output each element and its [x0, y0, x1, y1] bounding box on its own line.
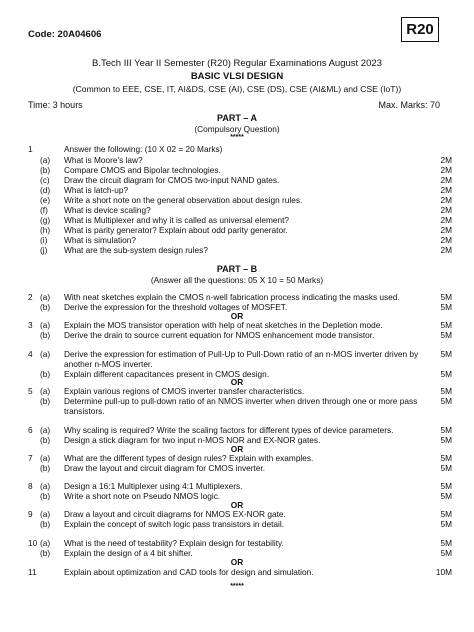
question-number: 6 [28, 425, 33, 435]
question-text: Answer the following: (10 X 02 = 20 Marks) [64, 144, 223, 154]
item-letter: (b) [40, 491, 51, 501]
item-letter: (j) [40, 245, 48, 255]
or-separator: OR [230, 311, 244, 321]
item-text: What is latch-up? [64, 185, 129, 195]
item-text: Explain the MOS transistor operation with help of neat sketches in the Depletion mode. [64, 320, 383, 330]
item-letter: (a) [40, 481, 51, 491]
exam-title: B.Tech III Year II Semester (R20) Regular Examinations August 2023 [92, 58, 382, 69]
item-text: With neat sketches explain the CMOS n-well fabrication process indicating the masks used. [64, 292, 400, 302]
item-letter: (a) [40, 349, 51, 359]
branches-line: (Common to EEE, CSE, IT, AI&DS, CSE (AI), CSE (DS), CSE (AI&ML) and CSE (IoT)) [72, 84, 402, 94]
item-marks: 5M [440, 349, 452, 359]
item-marks: 5M [440, 386, 452, 396]
item-marks: 5M [440, 481, 452, 491]
item-text: Compare CMOS and Bipolar technologies. [64, 165, 221, 175]
time-allowed: Time: 3 hours [28, 100, 83, 110]
question-number: 8 [28, 481, 33, 491]
item-marks: 2M [440, 165, 452, 175]
item-marks: 5M [440, 425, 452, 435]
item-marks: 5M [440, 453, 452, 463]
item-text: What is simulation? [64, 235, 136, 245]
part-b-subtitle: (Answer all the questions: 05 X 10 = 50 Marks) [150, 275, 324, 285]
item-text: Draw a layout and circuit diagrams for NMOS EX-NOR gate. [64, 509, 286, 519]
item-letter: (a) [40, 292, 51, 302]
item-letter: (c) [40, 175, 50, 185]
item-letter: (a) [40, 386, 51, 396]
item-text: Explain about optimization and CAD tools for design and simulation. [64, 567, 314, 577]
item-letter: (a) [40, 509, 51, 519]
item-text: Explain different capacitances present in CMOS design. [64, 369, 270, 379]
item-letter: (f) [40, 205, 48, 215]
item-text: Design a stick diagram for two input n-MOS NOR and EX-NOR gates. [64, 435, 321, 445]
item-text: What is parity generator? Explain about odd parity generator. [64, 225, 288, 235]
item-letter: (b) [40, 165, 51, 175]
item-text: Derive the drain to source current equation for NMOS enhancement mode transistor. [64, 330, 375, 340]
question-number: 10 [28, 538, 38, 548]
item-marks: 5M [440, 435, 452, 445]
item-marks: 2M [440, 185, 452, 195]
question-number: 11 [28, 567, 37, 577]
part-b-title: PART – B [216, 264, 258, 274]
item-marks: 5M [440, 519, 452, 529]
item-text: What are the different types of design rules? Explain with examples. [64, 453, 314, 463]
item-marks: 5M [440, 396, 452, 406]
end-stars: ***** [230, 583, 244, 590]
item-marks: 5M [440, 369, 452, 379]
item-marks: 5M [440, 548, 452, 558]
item-text: Write a short note on the general observation about design rules. [64, 195, 303, 205]
item-marks: 5M [440, 330, 452, 340]
item-text: Draw the circuit diagram for CMOS two-input NAND gates. [64, 175, 280, 185]
question-number: 1 [28, 144, 33, 154]
item-marks: 2M [440, 235, 452, 245]
item-letter: (b) [40, 435, 51, 445]
regulation-badge: R20 [401, 17, 439, 42]
item-marks: 5M [440, 320, 452, 330]
item-text: Explain various regions of CMOS inverter transfer characteristics. [64, 386, 305, 396]
item-letter: (b) [40, 396, 51, 406]
item-letter: (b) [40, 519, 51, 529]
question-number: 9 [28, 509, 33, 519]
item-text: What is Multiplexer and why it is called as universal element? [64, 215, 290, 225]
item-text: What is Moore's law? [64, 155, 143, 165]
item-marks: 5M [440, 463, 452, 473]
item-marks: 5M [440, 292, 452, 302]
item-letter: (h) [40, 225, 51, 235]
item-marks: 2M [440, 225, 452, 235]
item-letter: (a) [40, 425, 51, 435]
item-letter: (b) [40, 302, 51, 312]
item-letter: (b) [40, 463, 51, 473]
item-text: What are the sub-system design rules? [64, 245, 208, 255]
item-marks: 2M [440, 245, 452, 255]
item-letter: (d) [40, 185, 51, 195]
item-letter: (i) [40, 235, 48, 245]
part-a-subtitle: (Compulsory Question) [194, 124, 280, 134]
item-letter: (a) [40, 320, 51, 330]
part-a-stars: ***** [230, 134, 244, 141]
item-letter: (a) [40, 538, 51, 548]
item-text: Derive the expression for the threshold voltages of MOSFET. [64, 302, 288, 312]
item-marks: 2M [440, 175, 452, 185]
item-text: Design a 16:1 Multiplexer using 4:1 Multiplexers. [64, 481, 243, 491]
item-marks: 2M [440, 205, 452, 215]
item-text: What is the need of testability? Explain design for testability. [64, 538, 284, 548]
item-text: Explain the design of a 4 bit shifter. [64, 548, 193, 558]
item-letter: (a) [40, 453, 51, 463]
item-text: Explain the concept of switch logic pass transistors in detail. [64, 519, 284, 529]
item-marks: 2M [440, 215, 452, 225]
paper-code: Code: 20A04606 [28, 29, 102, 40]
item-text: What is device scaling? [64, 205, 151, 215]
item-marks: 5M [440, 538, 452, 548]
item-text: Determine pull-up to pull-down ratio of an NMOS inverter when driven through one or more pass transistors. [64, 396, 418, 416]
item-letter: (b) [40, 330, 51, 340]
item-letter: (g) [40, 215, 51, 225]
item-marks: 5M [440, 509, 452, 519]
item-marks: 10M [435, 567, 452, 577]
item-marks: 2M [440, 195, 452, 205]
item-letter: (b) [40, 369, 51, 379]
or-separator: OR [230, 444, 244, 454]
or-separator: OR [230, 377, 244, 387]
or-separator: OR [230, 557, 244, 567]
item-text: Derive the expression for estimation of Pull-Up to Pull-Down ratio of an n-MOS inverter driven by another n-MOS inverter. [64, 349, 419, 369]
question-number: 3 [28, 320, 33, 330]
item-marks: 5M [440, 302, 452, 312]
item-text: Why scaling is required? Write the scaling factors for different types of device parameters. [64, 425, 394, 435]
part-a-title: PART – A [216, 113, 257, 123]
item-letter: (b) [40, 548, 51, 558]
item-text: Draw the layout and circuit diagram for CMOS inverter. [64, 463, 266, 473]
item-marks: 5M [440, 491, 452, 501]
or-separator: OR [230, 500, 244, 510]
item-letter: (e) [40, 195, 51, 205]
item-marks: 2M [440, 155, 452, 165]
item-letter: (a) [40, 155, 51, 165]
question-number: 7 [28, 453, 33, 463]
max-marks: Max. Marks: 70 [378, 100, 440, 110]
subject-title: BASIC VLSI DESIGN [190, 71, 284, 82]
question-number: 5 [28, 386, 33, 396]
question-number: 4 [28, 349, 33, 359]
question-number: 2 [28, 292, 33, 302]
item-text: Write a short note on Pseudo NMOS logic. [64, 491, 221, 501]
